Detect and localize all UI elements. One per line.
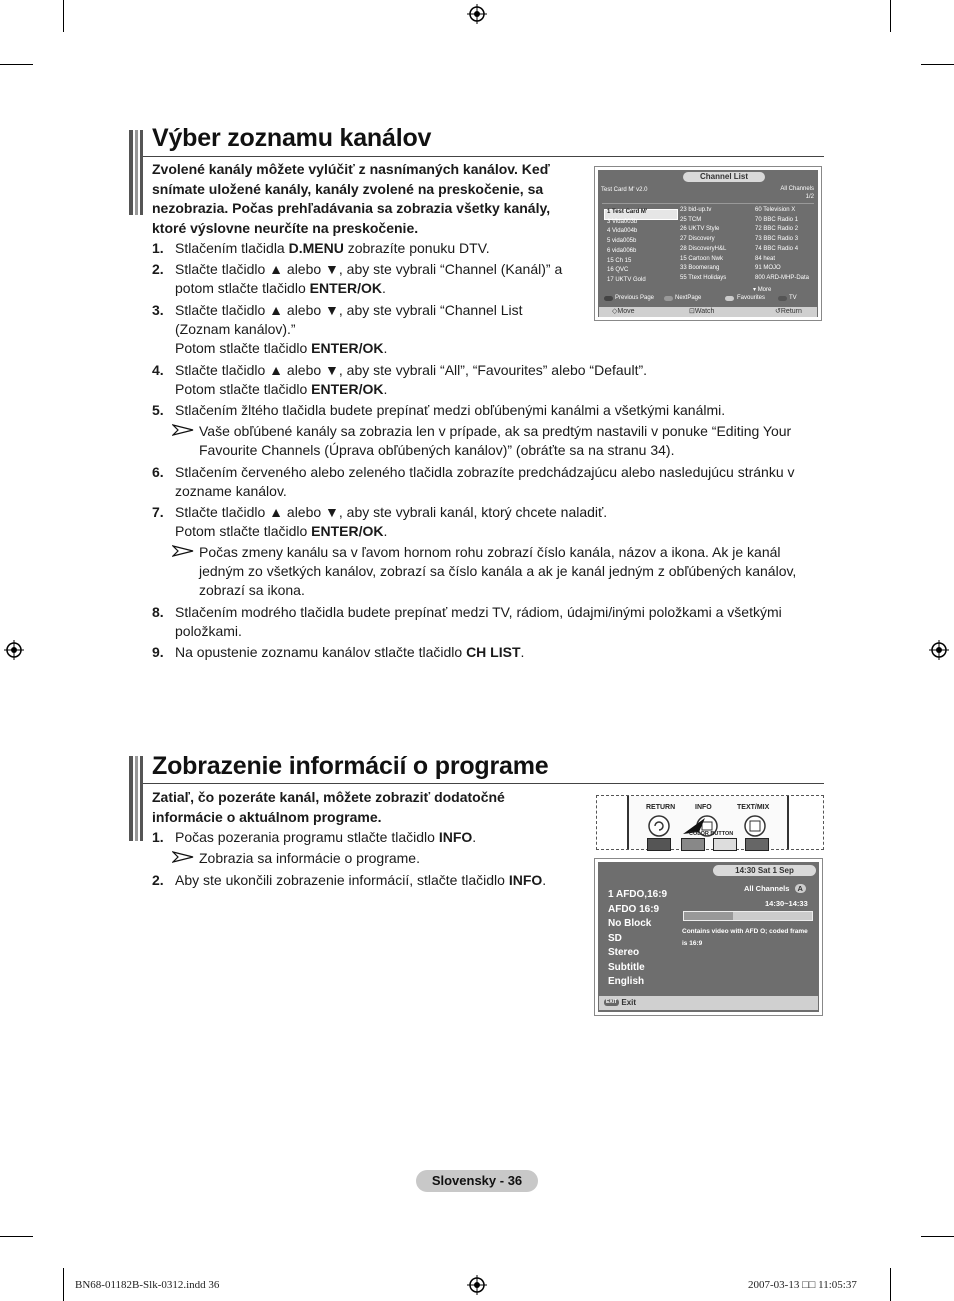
step-text bbox=[175, 380, 387, 399]
channel-entry: 15 Cartoon Nwk bbox=[680, 255, 724, 262]
note-text: Vaše obľúbené kanály sa zobrazia len v prípade, ak sa predtým nastavili v ponuke “Editing Your bbox=[199, 423, 792, 439]
channel-list-screenshot bbox=[594, 166, 822, 321]
channel-entry: 17 UKTV Gold bbox=[607, 276, 646, 283]
note-arrow-icon bbox=[172, 851, 194, 863]
channel-entry: 84 heat bbox=[755, 255, 776, 262]
info-button-label: INFO bbox=[695, 804, 712, 811]
channel-column-3 bbox=[755, 206, 809, 284]
tv-label: TV bbox=[789, 295, 797, 301]
text-run: . bbox=[383, 340, 388, 356]
info-time: 14:30 Sat 1 Sep bbox=[713, 865, 816, 876]
step-number: 5. bbox=[152, 402, 164, 418]
text-run: Aby ste ukončili zobrazenie informácií, stlačte tlačidlo bbox=[175, 872, 509, 888]
step-text bbox=[175, 339, 387, 358]
channel-filter: All Channels bbox=[780, 186, 814, 192]
date-slug: 2007-03-13 □□ 11:05:37 bbox=[748, 1279, 857, 1291]
channel-entry: 27 Discovery bbox=[680, 236, 715, 243]
antenna-badge: A bbox=[795, 884, 806, 893]
page-indicator: 1/2 bbox=[805, 194, 814, 200]
channel-column-1 bbox=[607, 208, 647, 286]
step-text bbox=[175, 522, 387, 541]
text-run: Potom stlačte tlačidlo bbox=[175, 523, 312, 539]
registration-mark-icon bbox=[467, 4, 487, 24]
info-filter: All Channels A bbox=[744, 884, 806, 893]
section-title: Zobrazenie informácií o programe bbox=[152, 752, 549, 780]
textmix-button-icon bbox=[743, 814, 767, 838]
program-details bbox=[608, 888, 667, 990]
note-text: zobrazí sa ikona. bbox=[199, 582, 305, 598]
button-name: ENTER/OK bbox=[311, 340, 384, 356]
button-name: ENTER/OK bbox=[311, 381, 384, 397]
page-number: Slovensky - 36 bbox=[416, 1170, 538, 1192]
text-run: Stlačte tlačidlo ▲ alebo ▼, aby ste vybrali “Channel List bbox=[175, 302, 523, 318]
program-time-range: 14:30~14:33 bbox=[765, 899, 808, 908]
program-info-screenshot bbox=[594, 858, 823, 1016]
step-number: 8. bbox=[152, 604, 164, 620]
color-button-label: COLOR BUTTON bbox=[689, 831, 734, 837]
channel-entry: 3 Vida003b bbox=[607, 218, 638, 225]
step-text bbox=[175, 503, 607, 522]
text-run: Stlačením modrého tlačidla budete prepínať medzi TV, rádiom, údajmi/inými položkami a všetkými bbox=[175, 604, 782, 620]
return-hint: ↺Return bbox=[775, 308, 802, 315]
intro-line: Zatiaľ, čo pozeráte kanál, môžete zobraziť dodatočné bbox=[152, 789, 505, 805]
step-number: 4. bbox=[152, 362, 164, 378]
text-run: . bbox=[520, 644, 525, 660]
text-run: Stlačte tlačidlo ▲ alebo ▼, aby ste vybrali “Channel (Kanál)” a bbox=[175, 261, 563, 277]
channel-entry: 91 MOJO bbox=[755, 265, 781, 272]
program-description: Contains video with AFD O; coded frame bbox=[682, 928, 808, 935]
text-run: . bbox=[472, 829, 477, 845]
channel-entry: 6 vida006b bbox=[607, 247, 637, 254]
remote-illustration bbox=[596, 795, 824, 850]
channel-entry: 55 Ttext Holidays bbox=[680, 274, 727, 281]
button-name: ENTER/OK bbox=[311, 523, 384, 539]
channel-entry: 72 BBC Radio 2 bbox=[755, 226, 799, 233]
note-arrow-icon bbox=[172, 545, 194, 557]
button-name: INFO bbox=[438, 829, 473, 845]
text-run: Počas pozerania programu stlačte tlačidlo bbox=[175, 829, 439, 845]
step-text bbox=[175, 361, 647, 380]
textmix-button-label: TEXT/MIX bbox=[737, 804, 770, 811]
text-run: Stlačte tlačidlo ▲ alebo ▼, aby ste vybrali “All”, “Favourites” alebo “Default”. bbox=[175, 362, 648, 378]
step-text bbox=[175, 643, 524, 662]
channel-entry: 25 TCM bbox=[680, 216, 702, 223]
intro-line: informácie o aktuálnom programe. bbox=[152, 808, 382, 825]
channel-entry: 33 Boomerang bbox=[680, 265, 720, 272]
intro-line: nezobrazia. Počas prehľadávania sa zobrazia všetky kanály, bbox=[152, 200, 551, 216]
program-progress-bar bbox=[683, 911, 813, 921]
note-text: jedným zo všetkých kanálov, zobrazí sa číslo kanála a ak je kanál jedným z obľúbených kanálov, bbox=[199, 563, 797, 579]
channel-list-footer bbox=[599, 307, 817, 317]
program-detail-item: SD bbox=[608, 932, 622, 944]
step-text bbox=[175, 279, 386, 298]
button-name: D.MENU bbox=[288, 240, 344, 256]
step-text bbox=[175, 320, 296, 339]
button-name: ENTER/OK bbox=[309, 280, 382, 296]
step-number: 6. bbox=[152, 464, 164, 480]
note-text: Počas zmeny kanálu sa v ľavom hornom rohu zobrazí číslo kanála, názov a ikona. Ak je kanál bbox=[199, 544, 781, 560]
text-run: potom stlačte tlačidlo bbox=[175, 280, 310, 296]
text-run: Stlačením tlačidla bbox=[175, 240, 289, 256]
text-run: . bbox=[383, 381, 388, 397]
intro-line: ktoré výslovne neurčíte na preskočenie. bbox=[152, 219, 419, 236]
step-number: 9. bbox=[152, 644, 164, 660]
step-number: 1. bbox=[152, 240, 164, 256]
step-text bbox=[175, 239, 490, 258]
text-run: Na opustenie zoznamu kanálov stlačte tlačidlo bbox=[175, 644, 467, 660]
channel-entry: 60 Television X bbox=[755, 207, 796, 213]
text-run: Potom stlačte tlačidlo bbox=[175, 381, 312, 397]
registration-mark-icon bbox=[929, 640, 949, 660]
text-run: (Zoznam kanálov).” bbox=[175, 321, 296, 337]
channel-column-2 bbox=[680, 206, 726, 284]
exit-bar: EXIT Exit bbox=[599, 996, 818, 1010]
step-number: 2. bbox=[152, 261, 164, 277]
return-button-label: RETURN bbox=[646, 804, 676, 811]
step-text bbox=[175, 301, 523, 320]
channel-entry: 26 UKTV Style bbox=[680, 226, 720, 233]
text-run: položkami. bbox=[175, 623, 242, 639]
text-run: zozname kanálov. bbox=[175, 483, 287, 499]
step-number: 2. bbox=[152, 872, 164, 888]
step-number: 7. bbox=[152, 504, 164, 520]
program-detail-item: AFDO 16:9 bbox=[608, 903, 660, 915]
text-run: . bbox=[383, 523, 388, 539]
watch-hint: ⊡Watch bbox=[689, 308, 715, 315]
text-run: . bbox=[381, 280, 386, 296]
channel-entry: 16 QVC bbox=[607, 267, 629, 274]
note-text: Favourite Channels (Úprava obľúbených kanálov)” (obráťte sa na stranu 34). bbox=[199, 442, 675, 458]
program-detail-item: 1 AFDO,16:9 bbox=[608, 889, 668, 900]
text-run: zobrazíte ponuku DTV. bbox=[343, 240, 490, 256]
current-channel: Test Card M' v2.0 bbox=[601, 187, 648, 193]
step-text bbox=[175, 871, 546, 890]
button-name: CH LIST bbox=[466, 644, 521, 660]
program-description-2: is 16:9 bbox=[682, 940, 703, 947]
channel-entry: 15 Ch 15 bbox=[607, 257, 632, 264]
step-text bbox=[175, 260, 562, 279]
step-text bbox=[175, 463, 795, 482]
channel-entry: 23 bid-up.tv bbox=[680, 207, 712, 213]
channel-entry: 800 ARD-MHP-Data bbox=[755, 274, 810, 281]
note-arrow-icon bbox=[172, 424, 194, 436]
registration-mark-icon bbox=[467, 1275, 487, 1295]
text-run: . bbox=[542, 872, 547, 888]
intro-line: Zvolené kanály môžete vylúčiť z nasnímaných kanálov. Keď bbox=[152, 161, 550, 177]
registration-mark-icon bbox=[4, 640, 24, 660]
channel-entry: 70 BBC Radio 1 bbox=[755, 216, 799, 223]
step-number: 1. bbox=[152, 829, 164, 845]
previous-page-label: Previous Page bbox=[615, 295, 655, 301]
intro-line: snímate uložené kanály, kanály zvolené na preskočenie, sa bbox=[152, 180, 544, 197]
exit-icon: EXIT bbox=[606, 999, 618, 1006]
text-run: Potom stlačte tlačidlo bbox=[175, 340, 312, 356]
step-text bbox=[175, 603, 782, 622]
step-text bbox=[175, 622, 242, 641]
channel-entry: 1 Test Card M' bbox=[607, 209, 648, 215]
text-run: Stlačením žltého tlačidla budete prepínať medzi obľúbenými kanálmi a všetkými kanálmi. bbox=[175, 402, 726, 418]
program-detail-item: Subtitle bbox=[608, 961, 645, 973]
text-run: Stlačením červeného alebo zeleného tlačidla zobrazíte predchádzajúcu alebo nasledujúcu stránku v bbox=[175, 464, 795, 480]
channel-entry: 28 DiscoveryH&L bbox=[680, 245, 727, 252]
channel-entry: 4 Vida004b bbox=[607, 228, 638, 235]
channel-list-title: Channel List bbox=[683, 172, 765, 182]
program-detail-item: English bbox=[608, 976, 645, 987]
channel-entry: 74 BBC Radio 4 bbox=[755, 245, 799, 252]
channel-entry: 73 BBC Radio 3 bbox=[755, 236, 799, 243]
program-detail-item: Stereo bbox=[608, 947, 640, 958]
program-detail-item: No Block bbox=[608, 918, 652, 929]
button-name: INFO bbox=[508, 872, 543, 888]
note-text: Zobrazia sa informácie o programe. bbox=[199, 850, 420, 866]
step-number: 3. bbox=[152, 302, 164, 318]
return-button-icon bbox=[647, 814, 671, 838]
move-hint: ◇Move bbox=[612, 308, 635, 315]
step-text bbox=[175, 401, 725, 420]
next-page-label: NextPage bbox=[675, 295, 702, 301]
section-title: Výber zoznamu kanálov bbox=[152, 124, 432, 152]
text-run: Stlačte tlačidlo ▲ alebo ▼, aby ste vybrali kanál, ktorý chcete naladiť. bbox=[175, 504, 608, 520]
step-text bbox=[175, 828, 476, 847]
more-indicator: ▾ More bbox=[753, 287, 772, 293]
channel-entry: 5 vida005b bbox=[607, 238, 637, 245]
step-text bbox=[175, 482, 287, 501]
file-slug: BN68-01182B-Slk-0312.indd 36 bbox=[75, 1279, 220, 1291]
favourites-label: Favourites bbox=[737, 295, 766, 301]
